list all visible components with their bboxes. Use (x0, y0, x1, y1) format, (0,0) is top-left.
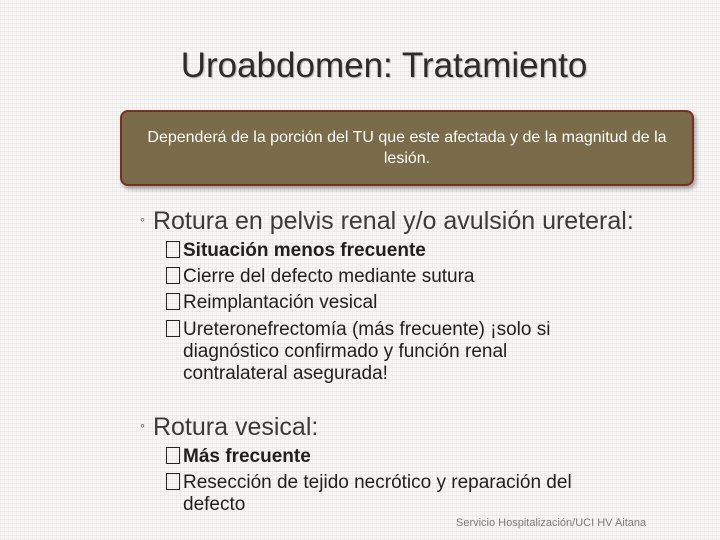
sub-item-text-line1: Ureteronefrectomía (más frecuente) ¡solo si (183, 319, 551, 340)
sub-item-cierre (166, 266, 475, 288)
bullet-marker: ◦ (140, 211, 145, 227)
callout-box (120, 110, 694, 186)
checkbox-glyph-icon (166, 241, 180, 258)
slide-title (0, 46, 720, 86)
checkbox-glyph-icon (166, 473, 180, 490)
sub-item-text-line2: defecto (183, 494, 246, 515)
sub-item-situacion (166, 240, 426, 262)
bullet-rotura-vesical (140, 413, 318, 442)
sub-item-text: Cierre del defecto mediante sutura (183, 266, 475, 287)
sub-item-text: Reimplantación vesical (183, 292, 378, 313)
bullet-marker: ◦ (140, 417, 145, 433)
sub-item-ureteronefrectomia (166, 319, 550, 385)
slide-title-text: Uroabdomen: Tratamiento (180, 46, 588, 85)
checkbox-glyph-icon (166, 293, 180, 310)
sub-item-text: Situación menos frecuente (183, 240, 426, 261)
sub-item-reimplantacion (166, 292, 377, 314)
sub-item-text-line1: Resección de tejido necrótico y reparación del (183, 472, 572, 493)
bullet-text: Rotura vesical: (152, 413, 319, 441)
bullet-rotura-pelvis (140, 207, 634, 236)
footer-text: Servicio Hospitalización/UCI HV Aitana (456, 517, 647, 529)
bullet-text: Rotura en pelvis renal y/o avulsión ureteral: (152, 207, 634, 235)
callout-text: Dependerá de la porción del TU que este afectada y de la magnitud de la lesión. (147, 129, 667, 167)
sub-item-reseccion (166, 472, 572, 516)
sub-item-text-line3: contralateral asegurada! (183, 363, 388, 384)
checkbox-glyph-icon (166, 447, 180, 464)
checkbox-glyph-icon (166, 320, 180, 337)
sub-item-text-line2: diagnóstico confirmado y función renal (183, 341, 508, 362)
checkbox-glyph-icon (166, 267, 180, 284)
sub-item-mas-frecuente (166, 446, 311, 468)
sub-item-text: Más frecuente (183, 446, 311, 467)
